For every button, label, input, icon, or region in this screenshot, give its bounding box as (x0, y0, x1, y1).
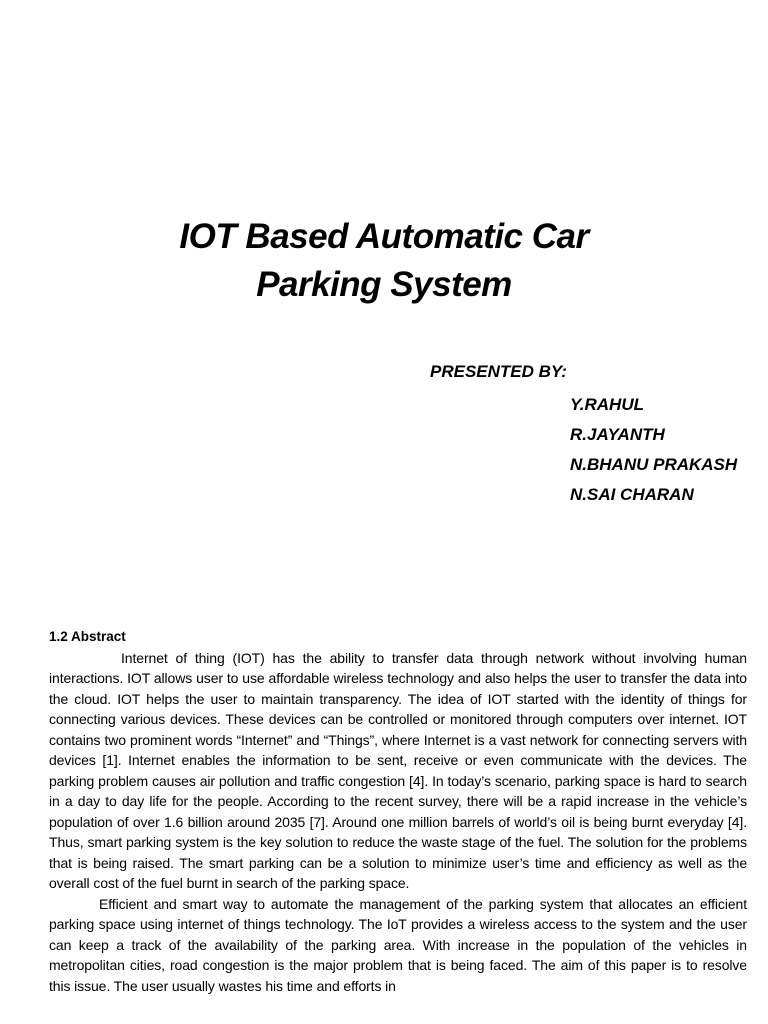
presenter-name: N.SAI CHARAN (570, 485, 694, 504)
presenter-name: N.BHANU PRAKASH (570, 455, 738, 474)
presenter-name: R.JAYANTH (570, 425, 665, 444)
presenter-list (570, 390, 737, 510)
document-title (0, 213, 768, 309)
title-line-2: Parking System (256, 265, 512, 305)
presenter-name: Y.RAHUL (570, 395, 644, 414)
abstract-section (49, 627, 747, 996)
abstract-paragraph: Internet of thing (IOT) has the ability to transfer data through network without involving human interactions. IOT allows user to use affordable wireless technology and also helps the user to transfer the data into the cloud. IOT helps the user to maintain transparency. The idea of IOT started with the identity of things for connecting various devices. These devices can be controlled or monitored through computers over internet. IOT contains two prominent words “Internet” and “Things”, where Internet is a vast network for connecting servers with devices [1]. Internet enables the information to be sent, receive or even communicate with the devices. The parking problem causes air pollution and traffic congestion [4]. In today’s scenario, parking space is hard to search in a day to day life for the people. According to the recent survey, there will be a rapid increase in the vehicle’s population of over 1.6 billion around 2035 [7]. Around one million barrels of world’s oil is being burnt everyday [4]. Thus, smart parking system is the key solution to reduce the waste stage of the fuel. The solution for the problems that is being raised. The smart parking can be a solution to minimize user’s time and efficiency as well as the overall cost of the fuel burnt in search of the parking space. (49, 649, 747, 891)
abstract-paragraph: Efficient and smart way to automate the management of the parking system that allocates an efficient parking space using internet of things technology. The IoT provides a wireless access to the system and the user can keep a track of the availability of the parking area. With increase in the population of the vehicles in metropolitan cities, road congestion is the major problem that is being faced. The aim of this paper is to resolve this issue. The user usually wastes his time and efforts in (49, 895, 747, 994)
abstract-heading: 1.2 Abstract (49, 629, 126, 644)
title-line-1: IOT Based Automatic Car (179, 217, 589, 257)
presented-by-label: PRESENTED BY: (430, 362, 567, 381)
